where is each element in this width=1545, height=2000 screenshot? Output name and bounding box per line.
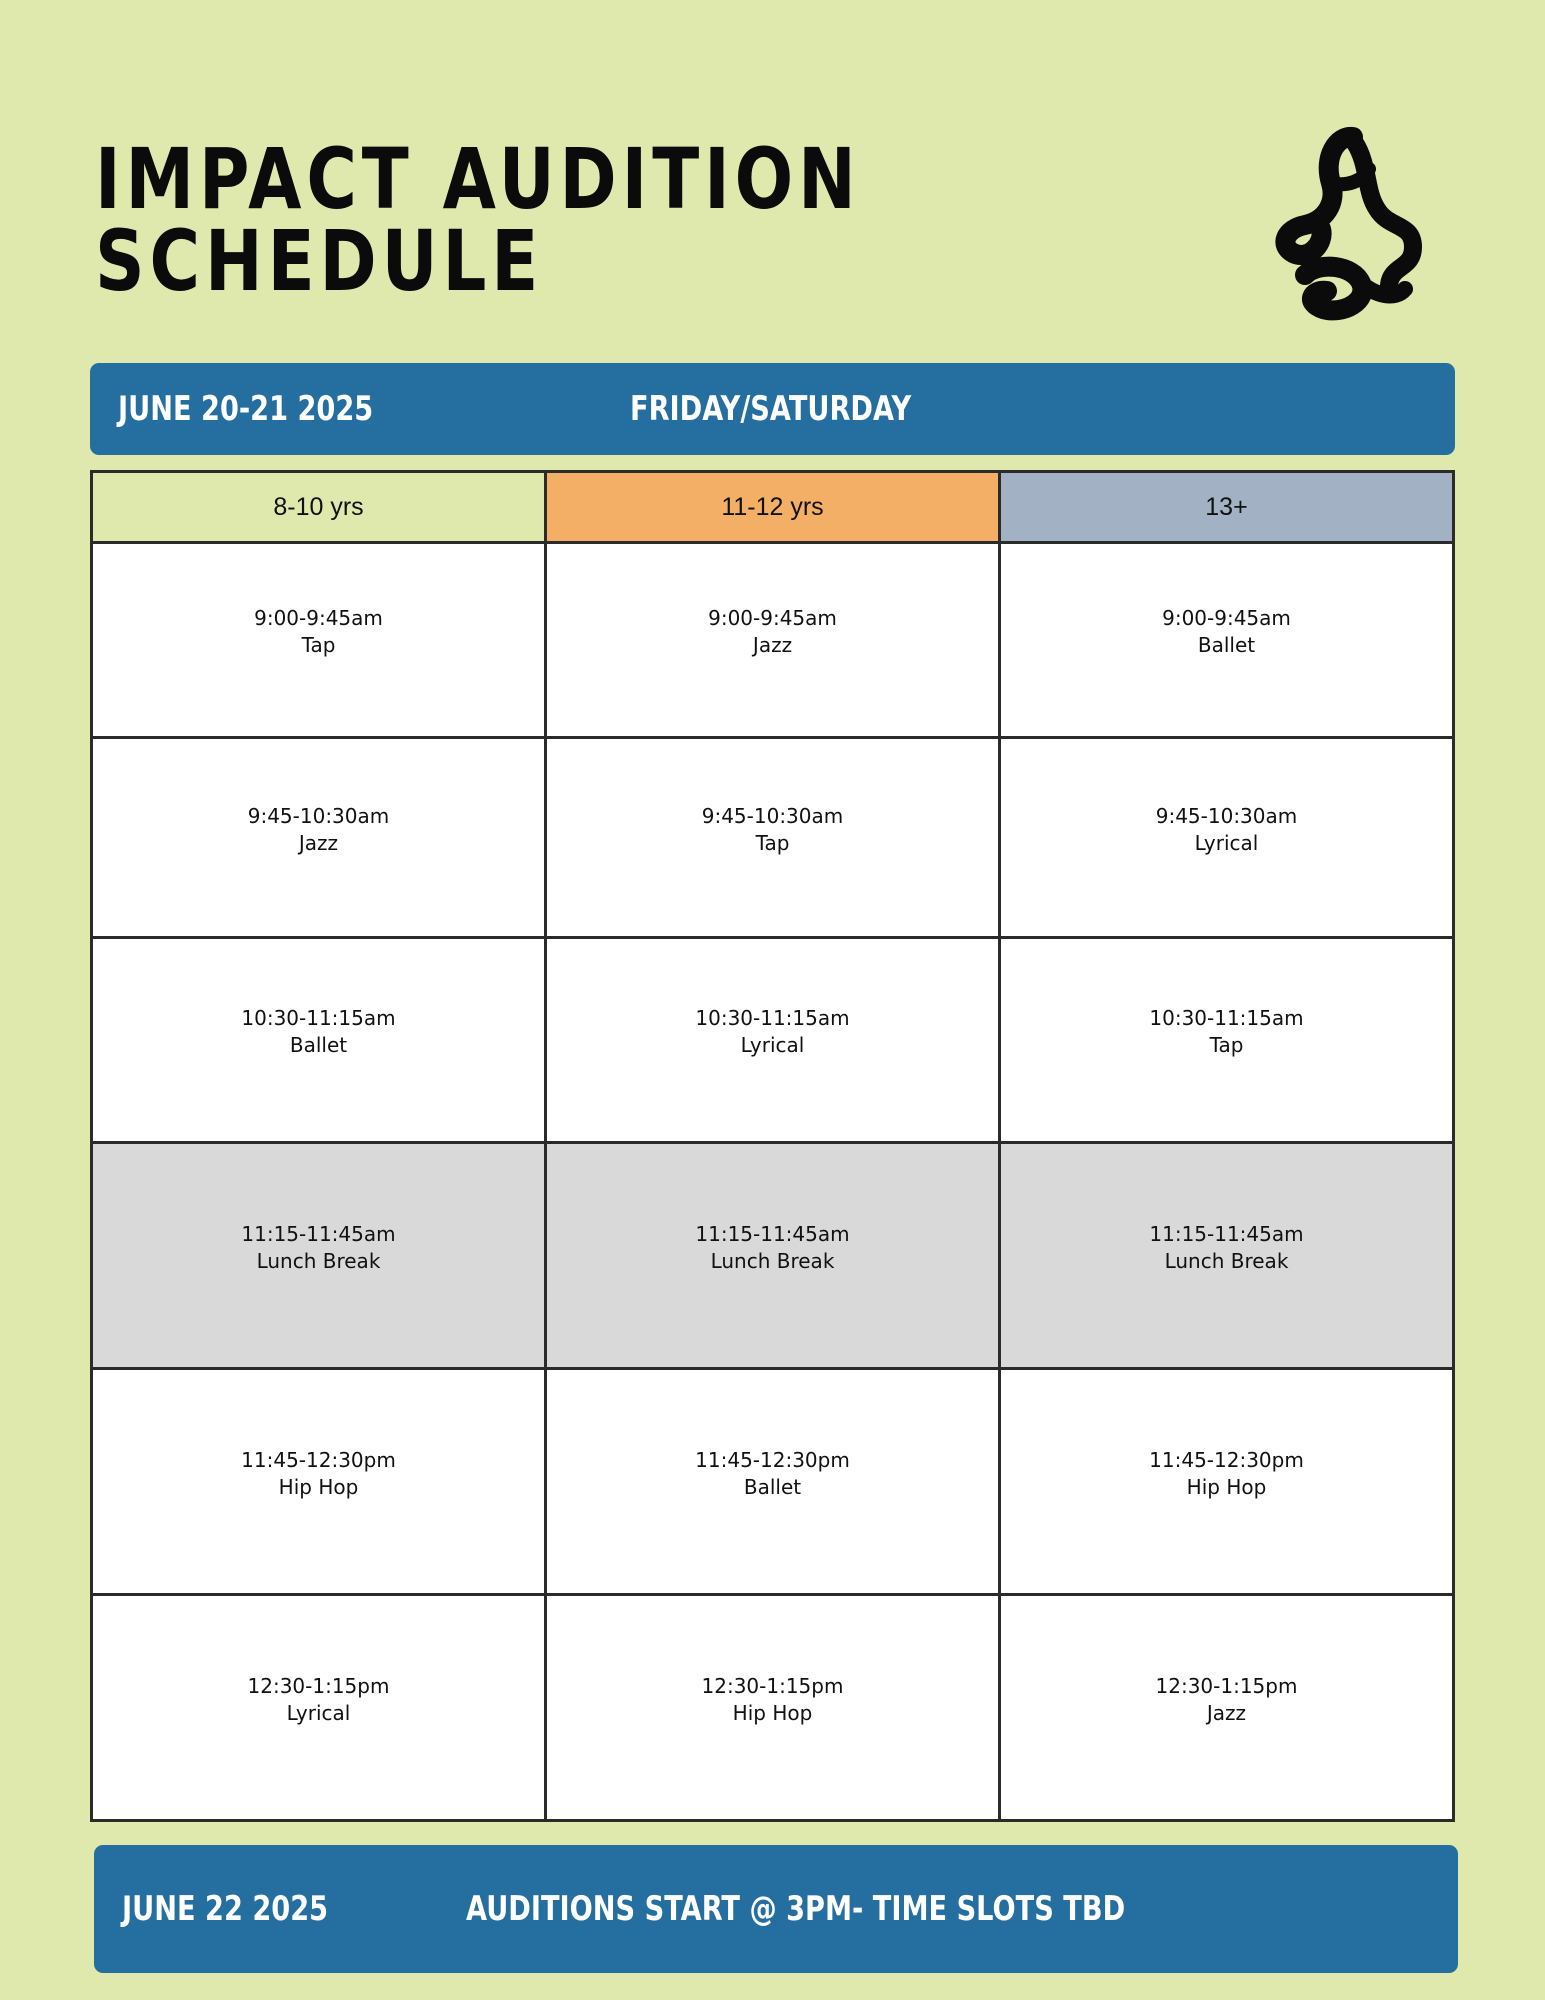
table-header-row bbox=[92, 472, 1454, 543]
page-title bbox=[95, 130, 861, 310]
table-cell bbox=[1000, 1143, 1454, 1369]
slot-time: 12:30-1:15pm bbox=[1155, 1673, 1298, 1698]
slot-class: Lunch Break bbox=[710, 1248, 835, 1273]
banner-days: FRIDAY/SATURDAY bbox=[630, 389, 912, 429]
slot-class: Lyrical bbox=[740, 1033, 805, 1057]
table-cell bbox=[92, 1369, 546, 1595]
slot-time: 11:15-11:45am bbox=[695, 1221, 850, 1246]
table-cell bbox=[1000, 938, 1454, 1143]
table-cell bbox=[1000, 1595, 1454, 1821]
table-cell bbox=[1000, 1369, 1454, 1595]
slot-class: Lyrical bbox=[286, 1700, 351, 1725]
table-cell bbox=[92, 1143, 546, 1369]
title-line-1: IMPACT AUDITION bbox=[95, 130, 861, 228]
lunch-break-row bbox=[92, 1143, 1454, 1369]
table-cell bbox=[546, 1369, 1000, 1595]
slot-class: Tap bbox=[755, 830, 790, 855]
slot-class: Ballet bbox=[743, 1474, 802, 1499]
table-cell bbox=[546, 1595, 1000, 1821]
slot-class: Tap bbox=[301, 633, 336, 657]
table-row bbox=[92, 738, 1454, 938]
table-cell bbox=[546, 938, 1000, 1143]
slot-time: 10:30-11:15am bbox=[241, 1006, 396, 1030]
slot-class: Hip Hop bbox=[278, 1474, 359, 1499]
slot-class: Hip Hop bbox=[1186, 1474, 1267, 1499]
dates-banner bbox=[90, 363, 1455, 455]
table-cell bbox=[546, 738, 1000, 938]
slot-class: Tap bbox=[1209, 1033, 1244, 1057]
dance-studio-logo-icon bbox=[1265, 125, 1425, 325]
slot-class: Lunch Break bbox=[1164, 1248, 1289, 1273]
table-cell bbox=[92, 738, 546, 938]
slot-class: Jazz bbox=[752, 633, 793, 657]
audition-schedule-table bbox=[90, 470, 1455, 1822]
table-cell bbox=[1000, 738, 1454, 938]
table-cell bbox=[92, 938, 546, 1143]
slot-time: 11:15-11:45am bbox=[1149, 1221, 1304, 1246]
table-row bbox=[92, 1369, 1454, 1595]
slot-time: 11:45-12:30pm bbox=[1149, 1447, 1304, 1472]
auditions-note-banner bbox=[94, 1845, 1458, 1973]
slot-time: 12:30-1:15pm bbox=[247, 1673, 390, 1698]
title-line-2: SCHEDULE bbox=[95, 212, 544, 310]
slot-class: Ballet bbox=[1197, 633, 1256, 657]
banner-date: JUNE 20-21 2025 bbox=[118, 389, 374, 429]
table-cell bbox=[546, 1143, 1000, 1369]
banner-bottom-date: JUNE 22 2025 bbox=[122, 1889, 329, 1929]
table-row bbox=[92, 938, 1454, 1143]
slot-class: Lyrical bbox=[1194, 830, 1259, 855]
column-header-8-10: 8-10 yrs bbox=[92, 472, 546, 543]
slot-time: 11:15-11:45am bbox=[241, 1221, 396, 1246]
slot-time: 11:45-12:30pm bbox=[695, 1447, 850, 1472]
slot-time: 9:45-10:30am bbox=[247, 803, 390, 828]
slot-time: 9:00-9:45am bbox=[1162, 606, 1291, 630]
slot-class: Jazz bbox=[1206, 1700, 1247, 1725]
table-cell bbox=[92, 1595, 546, 1821]
table-cell bbox=[546, 543, 1000, 738]
table-cell bbox=[92, 543, 546, 738]
slot-time: 9:45-10:30am bbox=[1155, 803, 1298, 828]
slot-time: 9:00-9:45am bbox=[254, 606, 383, 630]
slot-class: Hip Hop bbox=[732, 1700, 813, 1725]
slot-time: 9:00-9:45am bbox=[708, 606, 837, 630]
slot-time: 12:30-1:15pm bbox=[701, 1673, 844, 1698]
slot-time: 10:30-11:15am bbox=[1149, 1006, 1304, 1030]
column-header-11-12: 11-12 yrs bbox=[546, 472, 1000, 543]
table-cell bbox=[1000, 543, 1454, 738]
slot-time: 10:30-11:15am bbox=[695, 1006, 850, 1030]
slot-time: 9:45-10:30am bbox=[701, 803, 844, 828]
column-header-13-plus: 13+ bbox=[1000, 472, 1454, 543]
banner-bottom-note: AUDITIONS START @ 3PM- TIME SLOTS TBD bbox=[466, 1889, 1126, 1929]
table-row bbox=[92, 543, 1454, 738]
slot-class: Lunch Break bbox=[256, 1248, 381, 1273]
slot-time: 11:45-12:30pm bbox=[241, 1447, 396, 1472]
table-row bbox=[92, 1595, 1454, 1821]
slot-class: Jazz bbox=[298, 830, 339, 855]
slot-class: Ballet bbox=[289, 1033, 348, 1057]
